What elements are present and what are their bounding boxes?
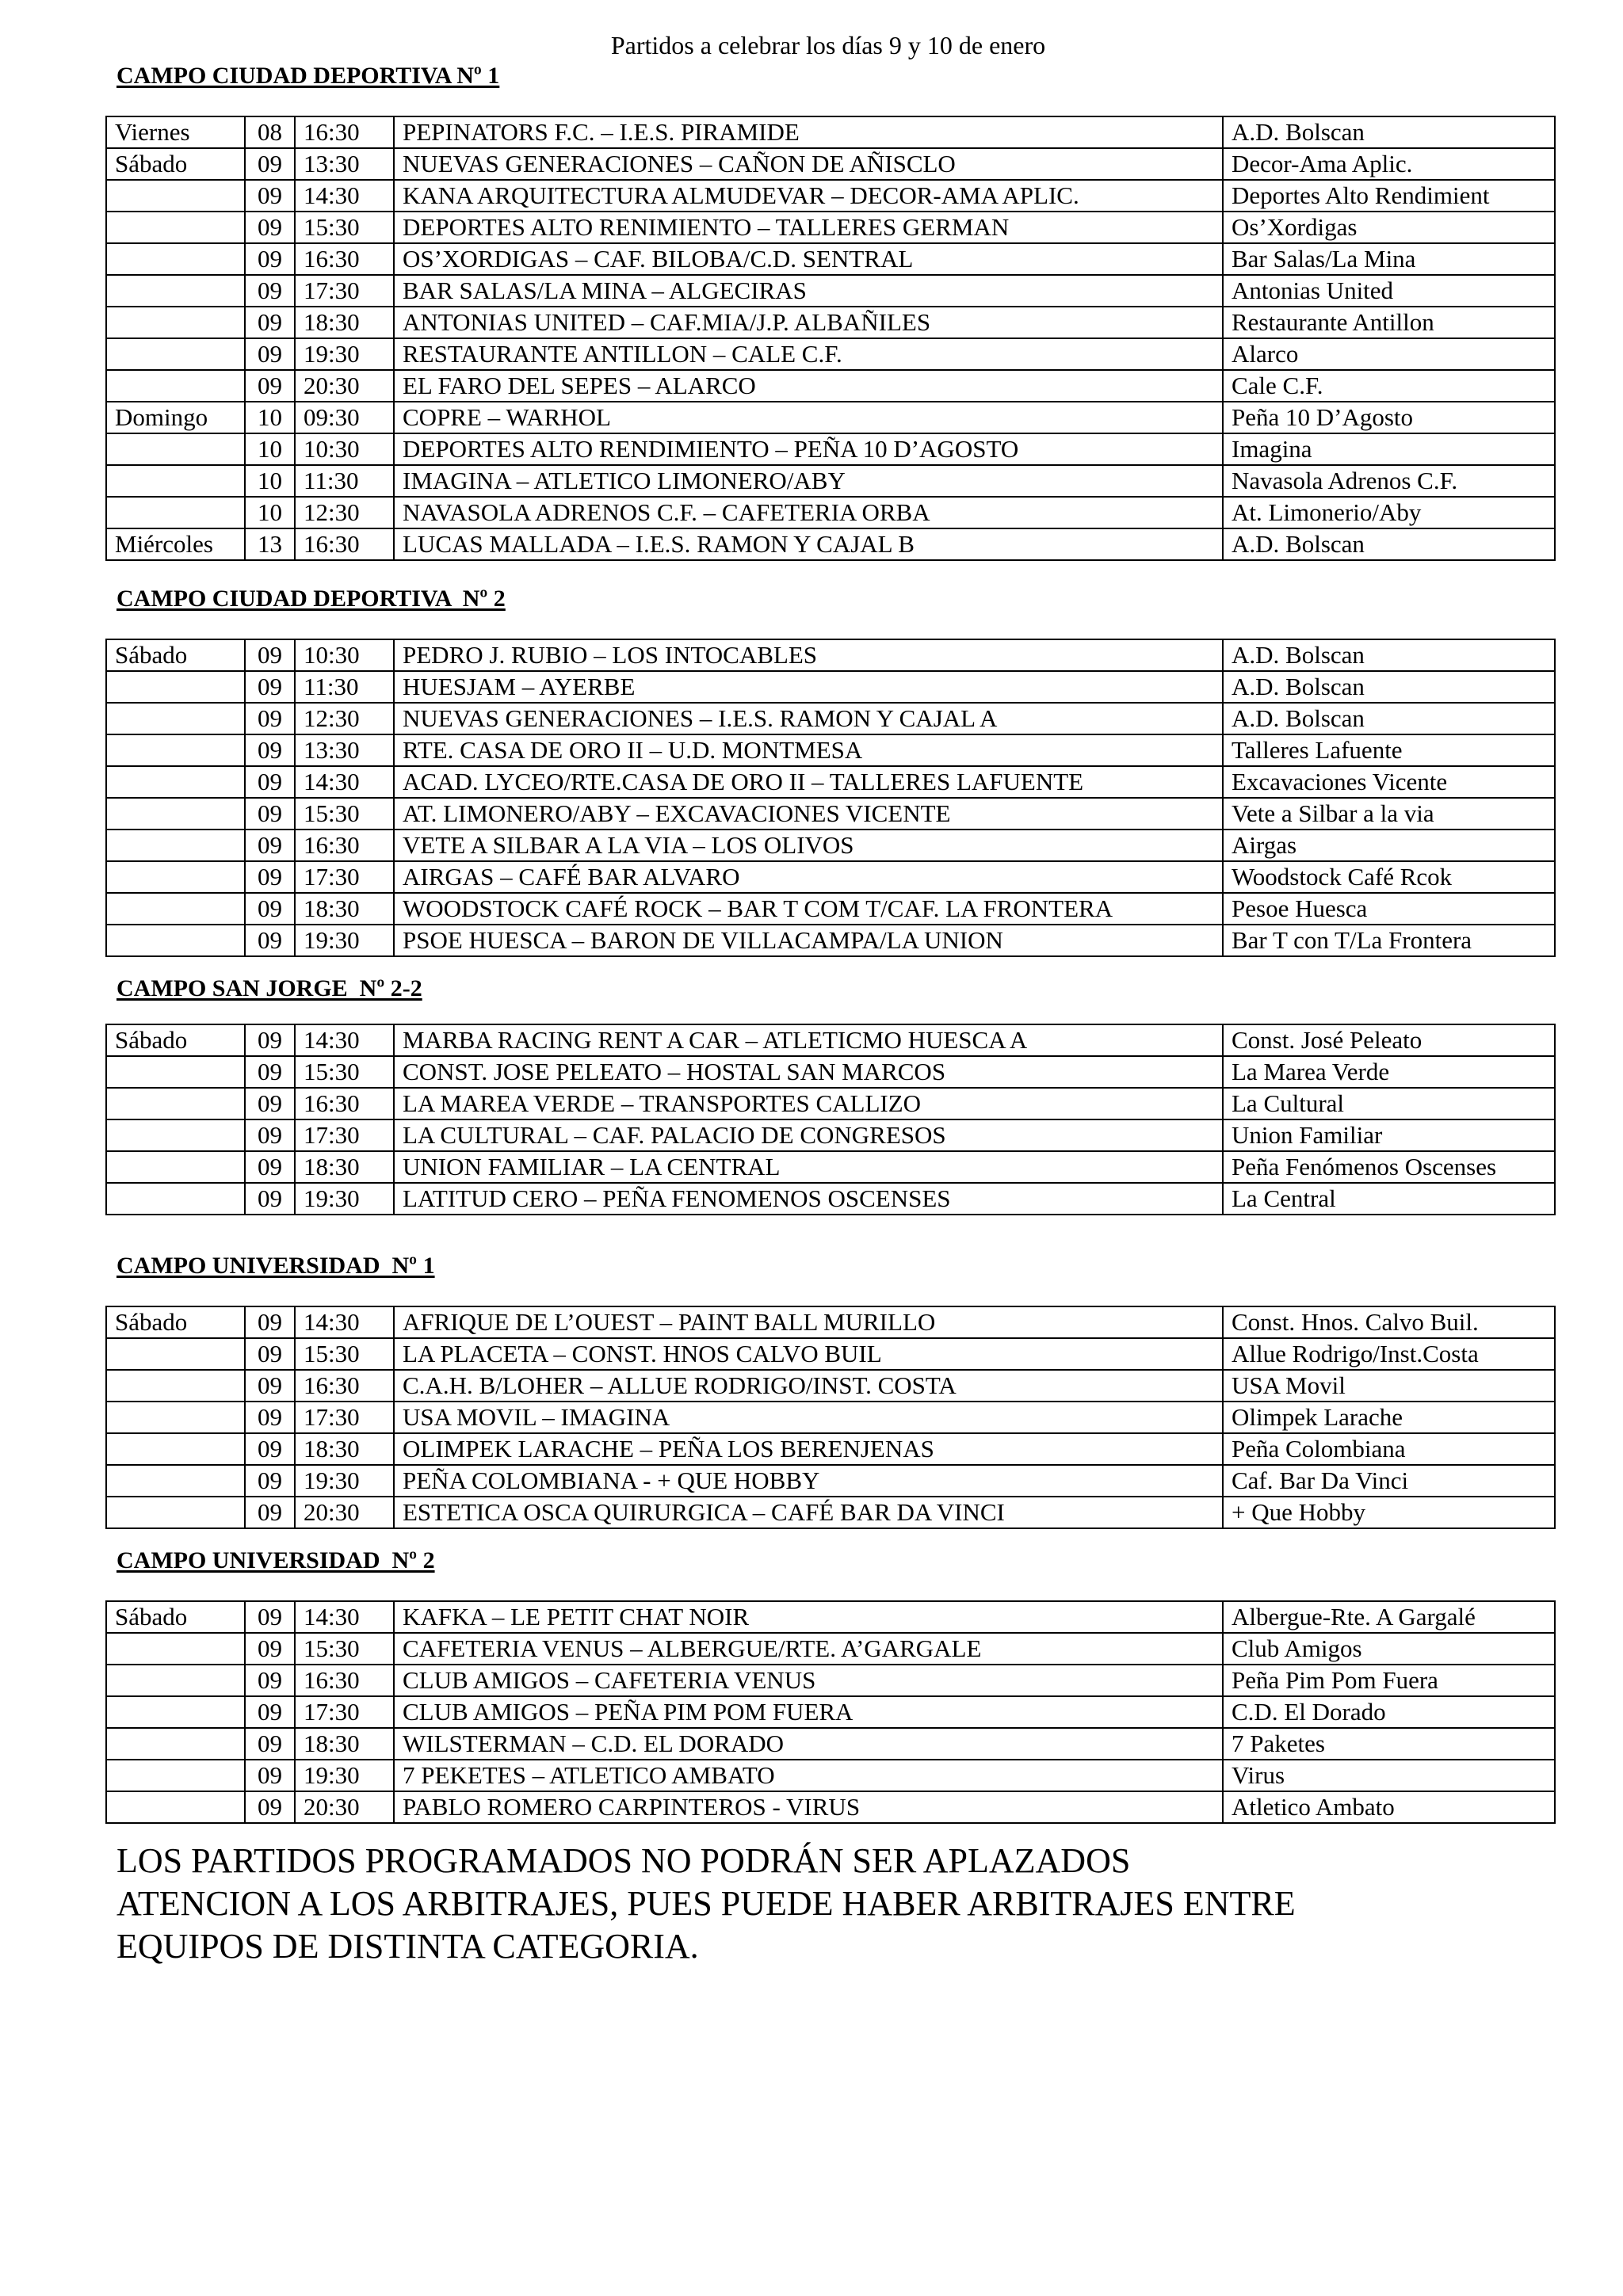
date-cell: 09	[245, 1791, 295, 1823]
referee-cell: Bar Salas/La Mina	[1223, 243, 1555, 275]
match-cell: PSOE HUESCA – BARON DE VILLACAMPA/LA UNION	[394, 925, 1223, 956]
day-cell: Sábado	[106, 148, 245, 180]
date-cell: 09	[245, 1183, 295, 1215]
match-cell: CAFETERIA VENUS – ALBERGUE/RTE. A’GARGALE	[394, 1633, 1223, 1665]
referee-cell: Woodstock Café Rcok	[1223, 861, 1555, 893]
referee-cell: Peña Fenómenos Oscenses	[1223, 1151, 1555, 1183]
day-cell	[106, 1497, 245, 1528]
match-cell: LUCAS MALLADA – I.E.S. RAMON Y CAJAL B	[394, 528, 1223, 560]
table-row	[106, 734, 1555, 766]
referee-cell: Peña Pim Pom Fuera	[1223, 1665, 1555, 1696]
table-row	[106, 671, 1555, 703]
table-row	[106, 465, 1555, 497]
referee-cell: Os’Xordigas	[1223, 212, 1555, 243]
match-cell: EL FARO DEL SEPES – ALARCO	[394, 370, 1223, 402]
date-cell: 09	[245, 1088, 295, 1119]
match-cell: C.A.H. B/LOHER – ALLUE RODRIGO/INST. COSTA	[394, 1370, 1223, 1402]
day-cell	[106, 734, 245, 766]
time-cell: 19:30	[295, 1183, 394, 1215]
table-row	[106, 1056, 1555, 1088]
referee-cell: Allue Rodrigo/Inst.Costa	[1223, 1338, 1555, 1370]
table-row	[106, 338, 1555, 370]
date-cell: 09	[245, 1760, 295, 1791]
date-cell: 09	[245, 1024, 295, 1056]
time-cell: 10:30	[295, 639, 394, 671]
day-cell: Sábado	[106, 1306, 245, 1338]
day-cell	[106, 798, 245, 830]
time-cell: 14:30	[295, 1306, 394, 1338]
day-cell	[106, 1728, 245, 1760]
time-cell: 15:30	[295, 1338, 394, 1370]
match-cell: COPRE – WARHOL	[394, 402, 1223, 433]
table-row	[106, 1370, 1555, 1402]
table-row	[106, 925, 1555, 956]
day-cell	[106, 1665, 245, 1696]
time-cell: 19:30	[295, 1465, 394, 1497]
match-cell: AT. LIMONERO/ABY – EXCAVACIONES VICENTE	[394, 798, 1223, 830]
table-row	[106, 1306, 1555, 1338]
day-cell	[106, 307, 245, 338]
time-cell: 15:30	[295, 212, 394, 243]
time-cell: 18:30	[295, 1151, 394, 1183]
day-cell	[106, 433, 245, 465]
notice-block	[116, 1840, 1296, 1968]
time-cell: 12:30	[295, 497, 394, 528]
table-row	[106, 1601, 1555, 1633]
date-cell: 10	[245, 433, 295, 465]
time-cell: 15:30	[295, 1056, 394, 1088]
time-cell: 12:30	[295, 703, 394, 734]
table-row	[106, 1338, 1555, 1370]
date-cell: 10	[245, 497, 295, 528]
time-cell: 13:30	[295, 734, 394, 766]
referee-cell: Cale C.F.	[1223, 370, 1555, 402]
time-cell: 14:30	[295, 1024, 394, 1056]
day-cell: Sábado	[106, 1601, 245, 1633]
date-cell: 08	[245, 116, 295, 148]
time-cell: 17:30	[295, 275, 394, 307]
schedule-table	[105, 1306, 1556, 1529]
time-cell: 14:30	[295, 1601, 394, 1633]
date-cell: 09	[245, 734, 295, 766]
time-cell: 13:30	[295, 148, 394, 180]
date-cell: 09	[245, 893, 295, 925]
match-cell: USA MOVIL – IMAGINA	[394, 1402, 1223, 1433]
table-row	[106, 116, 1555, 148]
referee-cell: Pesoe Huesca	[1223, 893, 1555, 925]
time-cell: 16:30	[295, 1370, 394, 1402]
table-row	[106, 1633, 1555, 1665]
table-row	[106, 402, 1555, 433]
referee-cell: Atletico Ambato	[1223, 1791, 1555, 1823]
date-cell: 09	[245, 1665, 295, 1696]
table-row	[106, 893, 1555, 925]
referee-cell: A.D. Bolscan	[1223, 528, 1555, 560]
match-cell: LA CULTURAL – CAF. PALACIO DE CONGRESOS	[394, 1119, 1223, 1151]
section-heading: CAMPO UNIVERSIDAD Nº 1	[116, 1253, 435, 1279]
table-row	[106, 1791, 1555, 1823]
referee-cell: A.D. Bolscan	[1223, 703, 1555, 734]
referee-cell: A.D. Bolscan	[1223, 671, 1555, 703]
time-cell: 18:30	[295, 307, 394, 338]
referee-cell: Deportes Alto Rendimient	[1223, 180, 1555, 212]
table-row	[106, 212, 1555, 243]
match-cell: NUEVAS GENERACIONES – CAÑON DE AÑISCLO	[394, 148, 1223, 180]
match-cell: OLIMPEK LARACHE – PEÑA LOS BERENJENAS	[394, 1433, 1223, 1465]
referee-cell: Club Amigos	[1223, 1633, 1555, 1665]
document-title: Partidos a celebrar los días 9 y 10 de enero	[610, 31, 1046, 59]
time-cell: 15:30	[295, 798, 394, 830]
referee-cell: Airgas	[1223, 830, 1555, 861]
match-cell: VETE A SILBAR A LA VIA – LOS OLIVOS	[394, 830, 1223, 861]
day-cell	[106, 370, 245, 402]
time-cell: 16:30	[295, 243, 394, 275]
table-row	[106, 1433, 1555, 1465]
notice-line: LOS PARTIDOS PROGRAMADOS NO PODRÁN SER APLAZADOS	[116, 1841, 1131, 1880]
match-cell: PEPINATORS F.C. – I.E.S. PIRAMIDE	[394, 116, 1223, 148]
referee-cell: Decor-Ama Aplic.	[1223, 148, 1555, 180]
table-row	[106, 1760, 1555, 1791]
date-cell: 09	[245, 1601, 295, 1633]
match-cell: LATITUD CERO – PEÑA FENOMENOS OSCENSES	[394, 1183, 1223, 1215]
schedule-table	[105, 1024, 1556, 1215]
referee-cell: Antonias United	[1223, 275, 1555, 307]
referee-cell: La Cultural	[1223, 1088, 1555, 1119]
date-cell: 09	[245, 1338, 295, 1370]
match-cell: AIRGAS – CAFÉ BAR ALVARO	[394, 861, 1223, 893]
time-cell: 18:30	[295, 893, 394, 925]
date-cell: 10	[245, 402, 295, 433]
date-cell: 09	[245, 798, 295, 830]
time-cell: 17:30	[295, 1119, 394, 1151]
match-cell: ACAD. LYCEO/RTE.CASA DE ORO II – TALLERES LAFUENTE	[394, 766, 1223, 798]
day-cell	[106, 1633, 245, 1665]
time-cell: 16:30	[295, 116, 394, 148]
day-cell	[106, 497, 245, 528]
referee-cell: La Marea Verde	[1223, 1056, 1555, 1088]
table-row	[106, 370, 1555, 402]
date-cell: 09	[245, 861, 295, 893]
referee-cell: Union Familiar	[1223, 1119, 1555, 1151]
referee-cell: Peña Colombiana	[1223, 1433, 1555, 1465]
referee-cell: + Que Hobby	[1223, 1497, 1555, 1528]
date-cell: 09	[245, 703, 295, 734]
referee-cell: USA Movil	[1223, 1370, 1555, 1402]
notice-line: EQUIPOS DE DISTINTA CATEGORIA.	[116, 1927, 699, 1966]
day-cell	[106, 180, 245, 212]
day-cell	[106, 1433, 245, 1465]
referee-cell: A.D. Bolscan	[1223, 116, 1555, 148]
date-cell: 09	[245, 370, 295, 402]
referee-cell: Olimpek Larache	[1223, 1402, 1555, 1433]
date-cell: 09	[245, 1696, 295, 1728]
day-cell: Viernes	[106, 116, 245, 148]
date-cell: 09	[245, 212, 295, 243]
time-cell: 10:30	[295, 433, 394, 465]
day-cell	[106, 1402, 245, 1433]
day-cell	[106, 1465, 245, 1497]
match-cell: WOODSTOCK CAFÉ ROCK – BAR T COM T/CAF. LA FRONTERA	[394, 893, 1223, 925]
day-cell	[106, 465, 245, 497]
day-cell	[106, 1791, 245, 1823]
table-row	[106, 275, 1555, 307]
referee-cell: Excavaciones Vicente	[1223, 766, 1555, 798]
match-cell: KAFKA – LE PETIT CHAT NOIR	[394, 1601, 1223, 1633]
table-row	[106, 639, 1555, 671]
date-cell: 09	[245, 830, 295, 861]
day-cell	[106, 338, 245, 370]
time-cell: 20:30	[295, 370, 394, 402]
table-row	[106, 703, 1555, 734]
date-cell: 09	[245, 1306, 295, 1338]
time-cell: 16:30	[295, 528, 394, 560]
table-row	[106, 497, 1555, 528]
match-cell: MARBA RACING RENT A CAR – ATLETICMO HUESCA A	[394, 1024, 1223, 1056]
match-cell: ESTETICA OSCA QUIRURGICA – CAFÉ BAR DA VINCI	[394, 1497, 1223, 1528]
table-row	[106, 1119, 1555, 1151]
time-cell: 11:30	[295, 465, 394, 497]
match-cell: AFRIQUE DE L’OUEST – PAINT BALL MURILLO	[394, 1306, 1223, 1338]
time-cell: 19:30	[295, 1760, 394, 1791]
section-heading: CAMPO CIUDAD DEPORTIVA Nº 2	[116, 585, 506, 612]
date-cell: 09	[245, 1497, 295, 1528]
table-row	[106, 1402, 1555, 1433]
referee-cell: Restaurante Antillon	[1223, 307, 1555, 338]
day-cell: Sábado	[106, 639, 245, 671]
time-cell: 14:30	[295, 180, 394, 212]
match-cell: RTE. CASA DE ORO II – U.D. MONTMESA	[394, 734, 1223, 766]
day-cell	[106, 212, 245, 243]
table-row	[106, 766, 1555, 798]
match-cell: PEDRO J. RUBIO – LOS INTOCABLES	[394, 639, 1223, 671]
match-cell: OS’XORDIGAS – CAF. BILOBA/C.D. SENTRAL	[394, 243, 1223, 275]
day-cell	[106, 1119, 245, 1151]
match-cell: WILSTERMAN – C.D. EL DORADO	[394, 1728, 1223, 1760]
referee-cell: C.D. El Dorado	[1223, 1696, 1555, 1728]
match-cell: DEPORTES ALTO RENIMIENTO – TALLERES GERMAN	[394, 212, 1223, 243]
referee-cell: Imagina	[1223, 433, 1555, 465]
day-cell	[106, 830, 245, 861]
date-cell: 09	[245, 1056, 295, 1088]
time-cell: 09:30	[295, 402, 394, 433]
date-cell: 09	[245, 925, 295, 956]
day-cell	[106, 1056, 245, 1088]
date-cell: 09	[245, 1370, 295, 1402]
time-cell: 17:30	[295, 1402, 394, 1433]
schedule-table	[105, 1600, 1556, 1824]
day-cell	[106, 1183, 245, 1215]
date-cell: 09	[245, 1151, 295, 1183]
table-row	[106, 528, 1555, 560]
day-cell	[106, 275, 245, 307]
time-cell: 18:30	[295, 1433, 394, 1465]
referee-cell: Virus	[1223, 1760, 1555, 1791]
time-cell: 18:30	[295, 1728, 394, 1760]
time-cell: 16:30	[295, 830, 394, 861]
day-cell	[106, 671, 245, 703]
day-cell: Sábado	[106, 1024, 245, 1056]
match-cell: NAVASOLA ADRENOS C.F. – CAFETERIA ORBA	[394, 497, 1223, 528]
day-cell	[106, 925, 245, 956]
date-cell: 09	[245, 1465, 295, 1497]
date-cell: 09	[245, 766, 295, 798]
time-cell: 11:30	[295, 671, 394, 703]
date-cell: 09	[245, 1119, 295, 1151]
time-cell: 19:30	[295, 338, 394, 370]
table-row	[106, 433, 1555, 465]
table-row	[106, 861, 1555, 893]
referee-cell: La Central	[1223, 1183, 1555, 1215]
day-cell	[106, 893, 245, 925]
time-cell: 20:30	[295, 1497, 394, 1528]
time-cell: 14:30	[295, 766, 394, 798]
day-cell: Miércoles	[106, 528, 245, 560]
time-cell: 19:30	[295, 925, 394, 956]
referee-cell: Navasola Adrenos C.F.	[1223, 465, 1555, 497]
match-cell: NUEVAS GENERACIONES – I.E.S. RAMON Y CAJAL A	[394, 703, 1223, 734]
match-cell: HUESJAM – AYERBE	[394, 671, 1223, 703]
day-cell: Domingo	[106, 402, 245, 433]
schedule-table	[105, 116, 1556, 561]
table-row	[106, 1151, 1555, 1183]
referee-cell: Alarco	[1223, 338, 1555, 370]
date-cell: 09	[245, 307, 295, 338]
match-cell: RESTAURANTE ANTILLON – CALE C.F.	[394, 338, 1223, 370]
table-row	[106, 180, 1555, 212]
time-cell: 17:30	[295, 861, 394, 893]
day-cell	[106, 1370, 245, 1402]
table-row	[106, 1465, 1555, 1497]
time-cell: 16:30	[295, 1665, 394, 1696]
match-cell: CONST. JOSE PELEATO – HOSTAL SAN MARCOS	[394, 1056, 1223, 1088]
referee-cell: Const. José Peleato	[1223, 1024, 1555, 1056]
day-cell	[106, 1151, 245, 1183]
referee-cell: Talleres Lafuente	[1223, 734, 1555, 766]
notice-line: ATENCION A LOS ARBITRAJES, PUES PUEDE HABER ARBITRAJES ENTRE	[116, 1884, 1296, 1923]
table-row	[106, 1088, 1555, 1119]
table-row	[106, 1665, 1555, 1696]
day-cell	[106, 1088, 245, 1119]
table-row	[106, 1696, 1555, 1728]
date-cell: 09	[245, 275, 295, 307]
match-cell: PEÑA COLOMBIANA - + QUE HOBBY	[394, 1465, 1223, 1497]
table-row	[106, 1728, 1555, 1760]
day-cell	[106, 703, 245, 734]
schedule-table	[105, 639, 1556, 957]
date-cell: 10	[245, 465, 295, 497]
match-cell: KANA ARQUITECTURA ALMUDEVAR – DECOR-AMA APLIC.	[394, 180, 1223, 212]
table-row	[106, 148, 1555, 180]
referee-cell: Vete a Silbar a la via	[1223, 798, 1555, 830]
day-cell	[106, 1760, 245, 1791]
referee-cell: Bar T con T/La Frontera	[1223, 925, 1555, 956]
date-cell: 09	[245, 671, 295, 703]
table-row	[106, 1183, 1555, 1215]
day-cell	[106, 766, 245, 798]
referee-cell: Caf. Bar Da Vinci	[1223, 1465, 1555, 1497]
match-cell: CLUB AMIGOS – PEÑA PIM POM FUERA	[394, 1696, 1223, 1728]
match-cell: LA MAREA VERDE – TRANSPORTES CALLIZO	[394, 1088, 1223, 1119]
day-cell	[106, 1338, 245, 1370]
referee-cell: 7 Paketes	[1223, 1728, 1555, 1760]
table-row	[106, 307, 1555, 338]
referee-cell: At. Limonerio/Aby	[1223, 497, 1555, 528]
time-cell: 16:30	[295, 1088, 394, 1119]
section-heading: CAMPO UNIVERSIDAD Nº 2	[116, 1547, 435, 1573]
match-cell: CLUB AMIGOS – CAFETERIA VENUS	[394, 1665, 1223, 1696]
date-cell: 09	[245, 1433, 295, 1465]
time-cell: 15:30	[295, 1633, 394, 1665]
match-cell: LA PLACETA – CONST. HNOS CALVO BUIL	[394, 1338, 1223, 1370]
date-cell: 09	[245, 639, 295, 671]
date-cell: 09	[245, 1402, 295, 1433]
date-cell: 09	[245, 1633, 295, 1665]
table-row	[106, 1024, 1555, 1056]
date-cell: 09	[245, 338, 295, 370]
match-cell: IMAGINA – ATLETICO LIMONERO/ABY	[394, 465, 1223, 497]
match-cell: UNION FAMILIAR – LA CENTRAL	[394, 1151, 1223, 1183]
date-cell: 09	[245, 1728, 295, 1760]
time-cell: 17:30	[295, 1696, 394, 1728]
referee-cell: Peña 10 D’Agosto	[1223, 402, 1555, 433]
table-row	[106, 1497, 1555, 1528]
date-cell: 09	[245, 243, 295, 275]
section-heading: CAMPO SAN JORGE Nº 2-2	[116, 975, 422, 1001]
match-cell: DEPORTES ALTO RENDIMIENTO – PEÑA 10 D’AGOSTO	[394, 433, 1223, 465]
referee-cell: Const. Hnos. Calvo Buil.	[1223, 1306, 1555, 1338]
time-cell: 20:30	[295, 1791, 394, 1823]
section-heading: CAMPO CIUDAD DEPORTIVA Nº 1	[116, 63, 500, 89]
table-row	[106, 243, 1555, 275]
match-cell: BAR SALAS/LA MINA – ALGECIRAS	[394, 275, 1223, 307]
day-cell	[106, 861, 245, 893]
day-cell	[106, 243, 245, 275]
match-cell: ANTONIAS UNITED – CAF.MIA/J.P. ALBAÑILES	[394, 307, 1223, 338]
day-cell	[106, 1696, 245, 1728]
date-cell: 13	[245, 528, 295, 560]
table-row	[106, 830, 1555, 861]
table-row	[106, 798, 1555, 830]
referee-cell: A.D. Bolscan	[1223, 639, 1555, 671]
match-cell: 7 PEKETES – ATLETICO AMBATO	[394, 1760, 1223, 1791]
referee-cell: Albergue-Rte. A Gargalé	[1223, 1601, 1555, 1633]
match-cell: PABLO ROMERO CARPINTEROS - VIRUS	[394, 1791, 1223, 1823]
date-cell: 09	[245, 148, 295, 180]
date-cell: 09	[245, 180, 295, 212]
